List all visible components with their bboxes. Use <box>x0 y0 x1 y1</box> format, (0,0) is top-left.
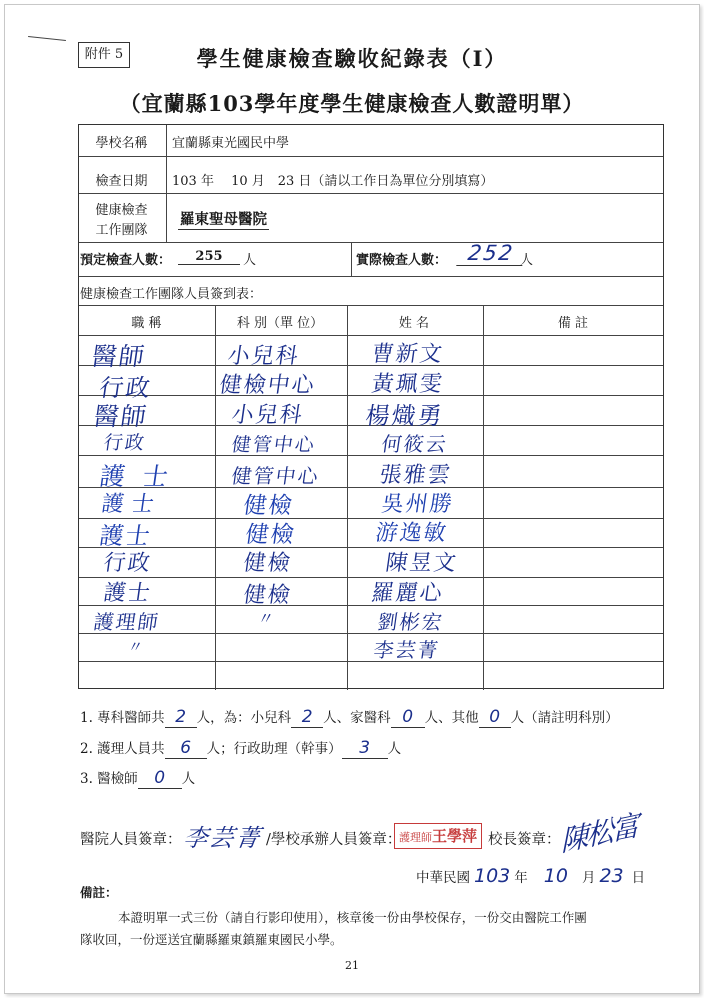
sign-date-month: 10 <box>543 865 568 887</box>
principal-signature-label: 校長簽章： <box>488 832 561 848</box>
header-name: 姓 名 <box>398 316 430 331</box>
row-2-title: 行政 <box>97 374 154 402</box>
sign-date-day: 23 <box>599 865 624 887</box>
row-10-name: 劉彬宏 <box>376 610 446 634</box>
row-7-name: 游逸敏 <box>373 521 450 546</box>
planned-count-unit: 人 <box>243 253 257 268</box>
row-2-dept: 健檢中心 <box>217 373 318 398</box>
other-count: 0 <box>479 707 511 728</box>
hospital-signature: 李芸菁 <box>181 824 264 852</box>
row-5-name: 張雅雲 <box>377 463 454 488</box>
row-6-title: 護士 <box>99 492 164 517</box>
specialist-count: 2 <box>165 707 197 728</box>
row-5-title: 護士 <box>97 462 188 491</box>
lab-tech-count: 0 <box>138 768 182 789</box>
summary-line-2: 2. 護理人員共 6 人；行政助理（幹事） 3 人 <box>80 738 402 758</box>
school-name-label: 學校名稱 <box>95 136 148 151</box>
header-dept: 科 別（單 位） <box>236 316 324 331</box>
row-10-title: 護理師 <box>92 610 162 634</box>
sign-date: 中華民國 103 年 10 月 23 日 <box>416 865 646 887</box>
signin-table-label: 健康檢查工作團隊人員簽到表： <box>80 287 263 302</box>
nurse-count: 6 <box>165 738 207 759</box>
exam-date-value: 103 年 10 月 23 日（請以工作日為單位分別填寫） <box>172 174 494 189</box>
form-subtitle: （宜蘭縣103學年度學生健康檢查人數證明單） <box>119 91 585 116</box>
row-9-title: 護士 <box>101 581 154 606</box>
team-value: 羅東聖母醫院 <box>178 208 269 230</box>
school-staff-stamp: 護理師王學萍 <box>394 823 482 849</box>
page-number: 21 <box>345 959 359 972</box>
row-11-title: 〃 <box>126 638 147 656</box>
planned-count-value: 255 <box>178 249 240 265</box>
school-staff-signature-label: /學校承辦人員簽章： <box>266 832 402 848</box>
row-4-name: 何筱云 <box>380 432 450 456</box>
hospital-signature-label: 醫院人員簽章： <box>80 832 182 848</box>
row-8-dept: 健檢 <box>241 551 294 576</box>
planned-count-label: 預定檢查人數： <box>80 253 172 268</box>
actual-count-label: 實際檢查人數： <box>356 253 448 268</box>
row-3-name: 楊熾勇 <box>363 402 446 430</box>
row-11-name: 李芸菁 <box>372 638 442 662</box>
sign-date-year: 103 <box>474 865 511 887</box>
row-8-name: 陳昱文 <box>383 551 460 576</box>
header-title: 職 稱 <box>131 316 162 331</box>
row-7-title: 護士 <box>97 522 154 550</box>
notes-line-2: 隊收回，一份逕送宜蘭縣羅東鎮羅東國民小學。 <box>80 932 343 947</box>
actual-count-value: 252 <box>456 241 526 266</box>
actual-count-unit: 人 <box>520 253 534 268</box>
row-8-title: 行政 <box>101 551 154 576</box>
team-label-line1: 健康檢查 <box>95 203 148 218</box>
pediatric-count: 2 <box>291 707 323 728</box>
row-1-name: 曹新文 <box>369 342 446 367</box>
admin-count: 3 <box>342 738 388 759</box>
summary-line-3: 3. 醫檢師 0 人 <box>80 768 196 788</box>
row-4-title: 行政 <box>102 432 148 454</box>
form-title: 學生健康檢查驗收紀錄表（Ⅰ） <box>196 46 508 71</box>
row-9-dept: 健檢 <box>241 583 294 608</box>
row-2-name: 黃珮雯 <box>369 372 446 397</box>
school-name-value: 宜蘭縣東光國民中學 <box>172 136 290 151</box>
notes-label: 備註： <box>80 885 118 900</box>
row-9-name: 羅麗心 <box>369 581 446 606</box>
team-label-line2: 工作團隊 <box>95 223 148 238</box>
principal-signature: 陳松富 <box>560 808 638 859</box>
family-med-count: 0 <box>391 707 425 728</box>
row-10-dept: 〃 <box>256 609 278 628</box>
notes-line-1: 本證明單一式三份（請自行影印使用），核章後一份由學校保存，一份交由醫院工作團 <box>118 910 587 925</box>
row-1-title: 醫師 <box>89 342 148 371</box>
attachment-label: 附件 5 <box>78 42 130 68</box>
header-remark: 備 註 <box>557 316 589 331</box>
row-4-dept: 健管中心 <box>230 434 318 456</box>
row-6-name: 吳州勝 <box>379 492 456 517</box>
row-3-title: 醫師 <box>91 402 150 431</box>
exam-date-label: 檢查日期 <box>95 174 148 189</box>
row-1-dept: 小兒科 <box>225 344 302 369</box>
row-3-dept: 小兒科 <box>229 403 306 428</box>
row-6-dept: 健檢 <box>241 493 296 519</box>
summary-line-1: 1. 專科醫師共 2 人，為：小兒科 2 人、家醫科 0 人、其他 0 人（請註明科別） <box>80 707 619 727</box>
row-5-dept: 健管中心 <box>230 464 322 488</box>
row-7-dept: 健檢 <box>243 522 298 548</box>
